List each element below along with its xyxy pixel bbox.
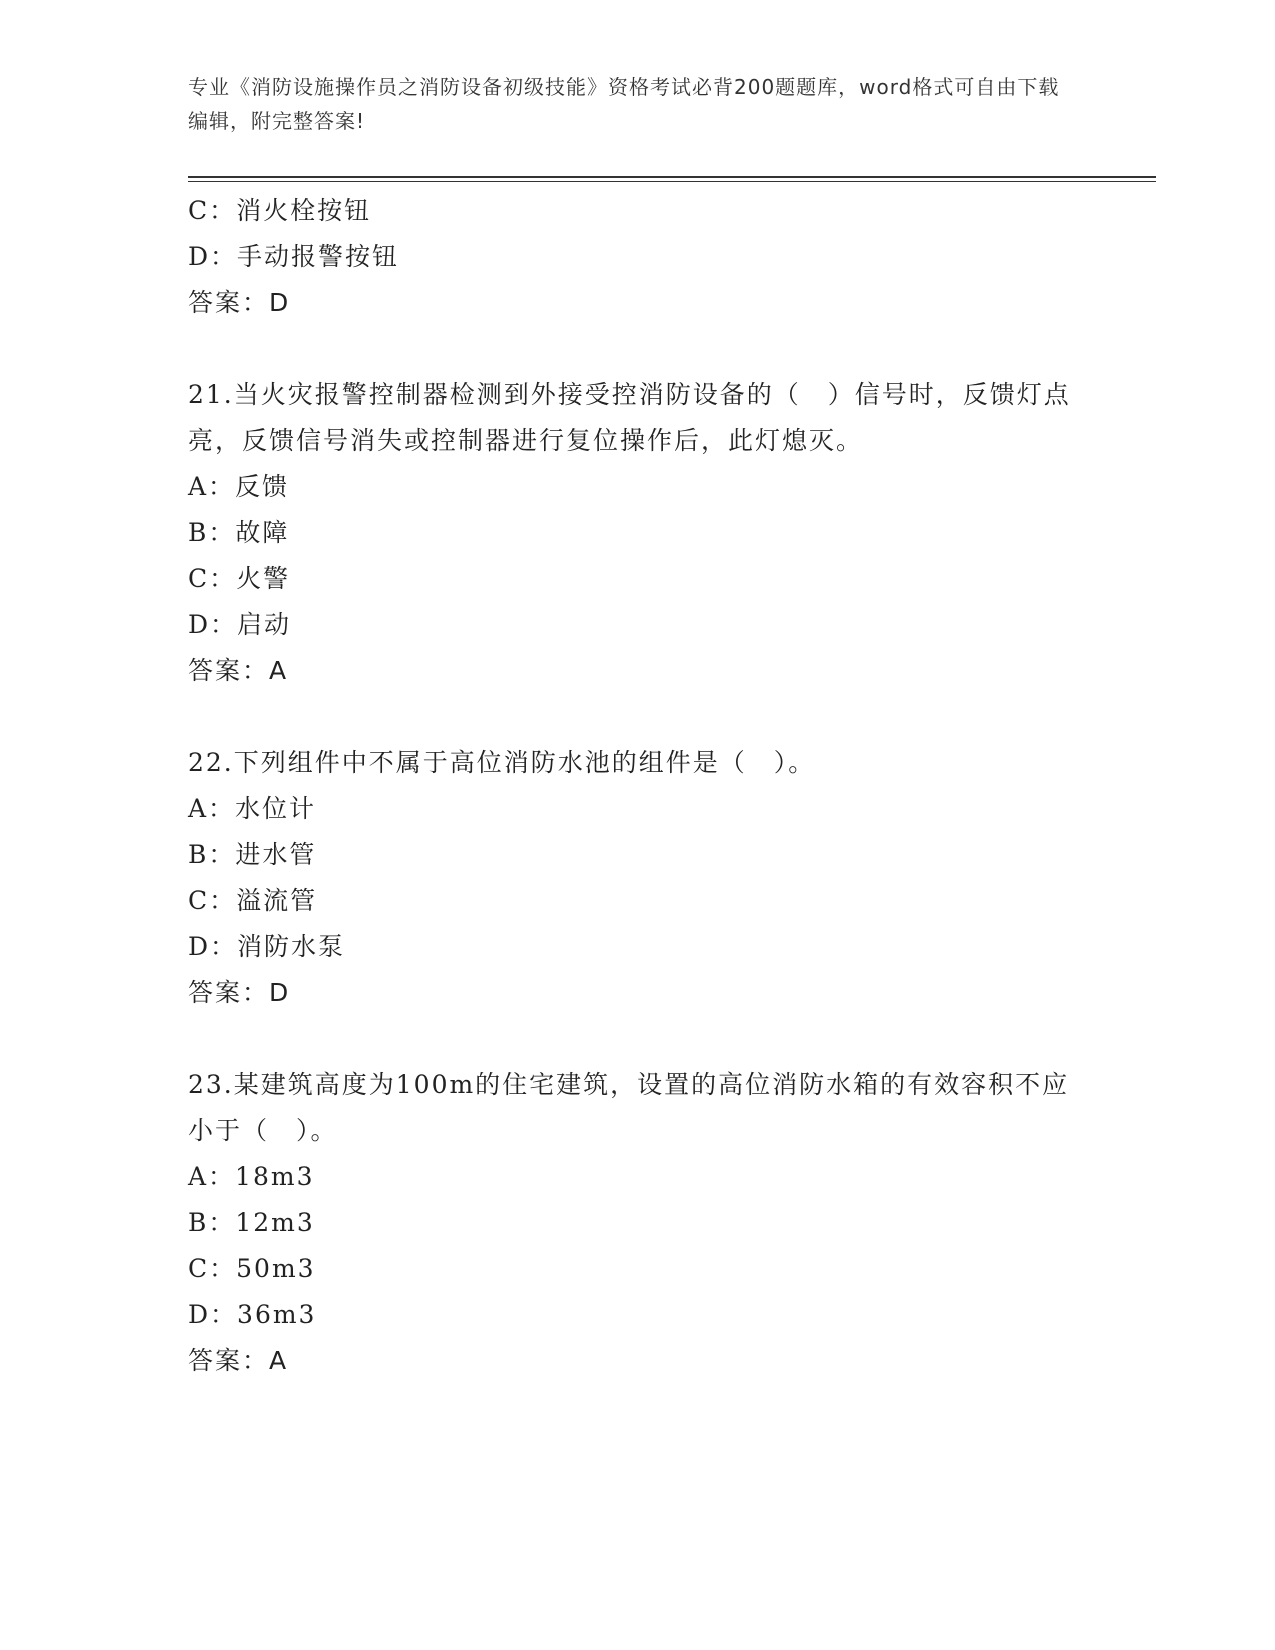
previous-question-tail (188, 188, 1088, 326)
answer: 答案：A (188, 1346, 289, 1375)
answer: 答案：A (188, 656, 289, 685)
question-text: 21.当火灾报警控制器检测到外接受控消防设备的（ ）信号时，反馈灯点亮，反馈信号消失或控制器进行复位操作后，此灯熄灭。 (188, 380, 1071, 455)
option: D：消防水泵 (188, 932, 346, 961)
question-21 (188, 372, 1088, 694)
question-text: 22.下列组件中不属于高位消防水池的组件是（ ）。 (188, 748, 816, 777)
question-23 (188, 1062, 1088, 1384)
option: C：50m3 (188, 1254, 316, 1283)
answer: 答案：D (188, 288, 291, 317)
option: B：进水管 (188, 840, 317, 869)
document-header: 专业《消防设施操作员之消防设备初级技能》资格考试必背200题题库，word格式可自由下载编辑，附完整答案! (188, 75, 1060, 133)
option: B：故障 (188, 518, 290, 547)
option: C：消火栓按钮 (188, 196, 372, 225)
option: A：水位计 (188, 794, 317, 823)
header-rule (188, 176, 1156, 178)
option: A：反馈 (188, 472, 290, 501)
header-rule-thin (188, 181, 1156, 182)
question-22 (188, 740, 1088, 1016)
option: C：火警 (188, 564, 291, 593)
option: D：36m3 (188, 1300, 317, 1329)
document-body (188, 188, 1088, 1384)
option: A：18m3 (188, 1162, 315, 1191)
option: B：12m3 (188, 1208, 315, 1237)
option: D：手动报警按钮 (188, 242, 400, 271)
question-text: 23.某建筑高度为100m的住宅建筑，设置的高位消防水箱的有效容积不应小于（ ）。 (188, 1070, 1070, 1145)
answer: 答案：D (188, 978, 291, 1007)
option: D：启动 (188, 610, 292, 639)
option: C：溢流管 (188, 886, 318, 915)
